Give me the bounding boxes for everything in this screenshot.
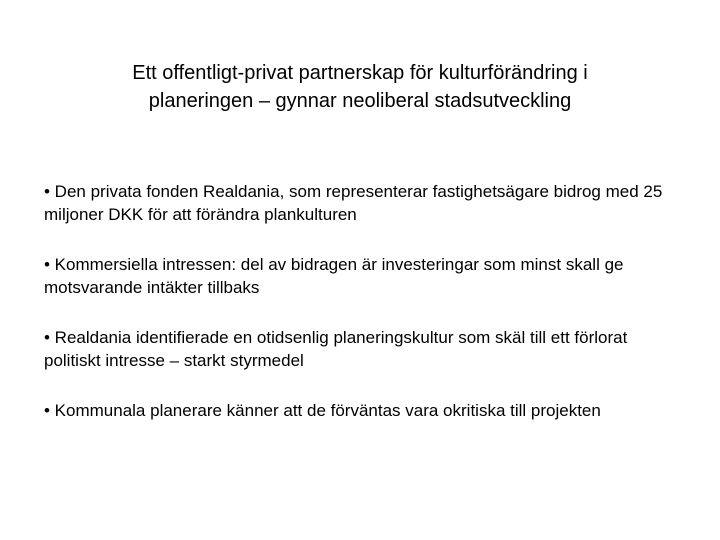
bullet-item: • Kommunala planerare känner att de förväntas vara okritiska till projekten xyxy=(44,401,601,420)
bullet-item: • Realdania identifierade en otidsenlig planeringskultur som skäl till ett förlorat politiskt intresse – starkt styrmedel xyxy=(44,328,628,370)
slide-title: Ett offentligt-privat partnerskap för kulturförändring i planeringen – gynnar neoliberal stadsutveckling xyxy=(132,62,588,112)
bullet-item: • Den privata fonden Realdania, som representerar fastighetsägare bidrog med 25 miljoner DKK för att förändra plankulturen xyxy=(44,182,663,224)
bullet-item: • Kommersiella intressen: del av bidragen är investeringar som minst skall ge motsvarande intäkter tillbaks xyxy=(44,255,624,297)
bullet-list xyxy=(44,180,684,422)
